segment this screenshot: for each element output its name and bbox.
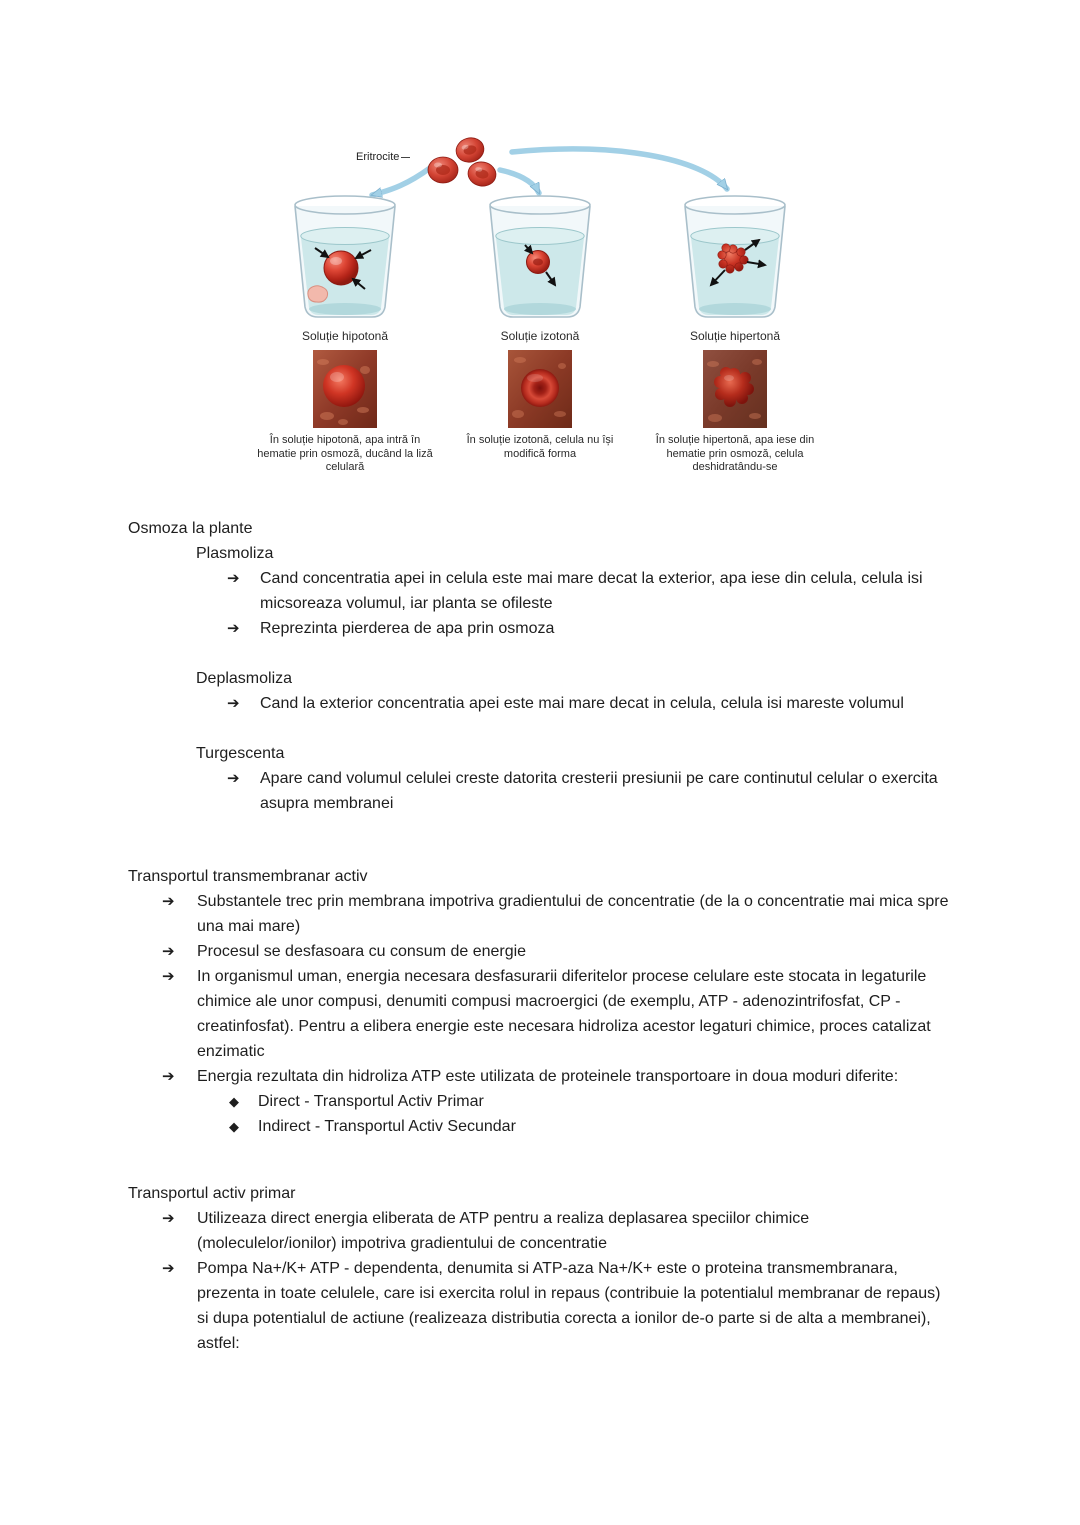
bullet-text: Substantele trec prin membrana impotriva gradientului de concentratie (de la o concentratie mai mica spre una mai mare) bbox=[197, 893, 949, 935]
bullet-text: In organismul uman, energia necesara desfasurarii diferitelor procese celulare este stocata in legaturile chimice ale unor compusi, denumiti compusi macroergici (de exemplu, ATP - adenozintrifosfat, CP - creatinfosfat). Pentru a elibera energie este necesara hidroliza acestor legaturi chimice, proces catalizat enzimatic bbox=[197, 968, 931, 1060]
osmosis-figure bbox=[0, 0, 1080, 482]
sub-bullet-item bbox=[128, 1114, 952, 1139]
micrograph-hypertonic bbox=[703, 350, 767, 428]
spacer bbox=[128, 816, 952, 864]
solution-label: Soluție izotonă bbox=[500, 329, 580, 343]
micrograph-hypotonic bbox=[313, 350, 377, 428]
figure-caption: În soluție hipotonă, apa intră în hematie prin osmoză, ducând la liză celulară bbox=[257, 434, 433, 473]
solution-label: Soluție hipotonă bbox=[301, 329, 389, 343]
subheading-turgescenta: Turgescenta bbox=[196, 745, 285, 762]
solution-label: Soluție hipertonă bbox=[689, 329, 781, 343]
arrow-bullet-icon: ➔ bbox=[227, 695, 240, 712]
diamond-bullet-icon: ◆ bbox=[229, 1119, 239, 1134]
bullet-item bbox=[128, 766, 952, 816]
spacer bbox=[128, 1139, 952, 1181]
diamond-bullet-icon: ◆ bbox=[229, 1094, 239, 1109]
arrow-bullet-icon: ➔ bbox=[162, 1068, 175, 1085]
bullet-item bbox=[128, 616, 952, 641]
arrow-bullet-icon: ➔ bbox=[227, 620, 240, 637]
figure-caption: În soluție hipertonă, apa iese din hematie prin osmoză, celula deshidratându-se bbox=[655, 434, 815, 473]
figure-caption: În soluție izotonă, celula nu își modifică forma bbox=[466, 434, 614, 460]
section-heading-transport-activ: Transportul transmembranar activ bbox=[128, 868, 368, 885]
notes-content bbox=[0, 482, 1080, 1356]
arrow-bullet-icon: ➔ bbox=[162, 1260, 175, 1277]
arrow-bullet-icon: ➔ bbox=[162, 968, 175, 985]
micrograph-isotonic bbox=[508, 350, 572, 428]
isotonic-column bbox=[445, 190, 635, 461]
bullet-text: Energia rezultata din hidroliza ATP este utilizata de proteinele transportoare in doua moduri diferite: bbox=[197, 1068, 899, 1085]
arrow-bullet-icon: ➔ bbox=[162, 893, 175, 910]
arrow-bullet-icon: ➔ bbox=[227, 770, 240, 787]
subheading-plasmoliza: Plasmoliza bbox=[196, 545, 274, 562]
subheading-deplasmoliza: Deplasmoliza bbox=[196, 670, 293, 687]
bullet-item bbox=[128, 1256, 952, 1356]
bullet-item bbox=[128, 1206, 952, 1256]
arrow-bullet-icon: ➔ bbox=[227, 570, 240, 587]
sub-bullet-text: Direct - Transportul Activ Primar bbox=[258, 1093, 484, 1110]
bullet-text: Procesul se desfasoara cu consum de energie bbox=[197, 943, 527, 960]
bullet-item bbox=[128, 889, 952, 939]
bullet-text: Apare cand volumul celulei creste datorita cresterii presiunii pe care continutul celular o exercita asupra membranei bbox=[260, 770, 938, 812]
bullet-text: Reprezinta pierderea de apa prin osmoza bbox=[260, 620, 555, 637]
spacer bbox=[128, 641, 952, 666]
lysed-cell-blob bbox=[308, 286, 328, 302]
bullet-item bbox=[128, 566, 952, 616]
sub-bullet-item bbox=[128, 1089, 952, 1114]
hypotonic-column bbox=[250, 190, 440, 475]
sub-bullet-text: Indirect - Transportul Activ Secundar bbox=[258, 1118, 516, 1135]
beaker-hypertonic bbox=[675, 190, 795, 325]
hypertonic-column bbox=[640, 190, 830, 475]
bullet-text: Pompa Na+/K+ ATP - dependenta, denumita si ATP-aza Na+/K+ este o proteina transmembranara, prezenta in toate celulele, care isi exercita rolul in repaus (contribuie la potentialul membranar de repaus) si dupa potentialul de actiune (realizeaza distributia corecta a ionilor de-o parte si de alta a membranei), astfel: bbox=[197, 1260, 941, 1352]
bullet-item bbox=[128, 939, 952, 964]
spacer bbox=[128, 716, 952, 741]
rbc-cluster bbox=[416, 130, 520, 196]
section-heading-osmoza-la-plante: Osmoza la plante bbox=[128, 520, 253, 537]
bullet-text: Utilizeaza direct energia eliberata de ATP pentru a realiza deplasarea speciilor chimice (moleculelor/ionilor) impotriva gradientului de concentratie bbox=[197, 1210, 810, 1252]
eritrocite-label bbox=[356, 151, 410, 163]
bullet-item bbox=[128, 691, 952, 716]
bullet-item bbox=[128, 1064, 952, 1089]
eritrocite-label-text: Eritrocite bbox=[356, 151, 400, 163]
beaker-isotonic bbox=[480, 190, 600, 325]
section-heading-transport-activ-primar: Transportul activ primar bbox=[128, 1185, 296, 1202]
arrow-bullet-icon: ➔ bbox=[162, 943, 175, 960]
beaker-hypotonic bbox=[285, 190, 405, 325]
bullet-item bbox=[128, 964, 952, 1064]
label-pointer-line bbox=[401, 157, 410, 158]
bullet-text: Cand concentratia apei in celula este mai mare decat la exterior, apa iese din celula, celula isi micsoreaza volumul, iar planta se ofileste bbox=[260, 570, 923, 612]
bullet-text: Cand la exterior concentratia apei este mai mare decat in celula, celula isi mareste volumul bbox=[260, 695, 904, 712]
arrow-bullet-icon: ➔ bbox=[162, 1210, 175, 1227]
